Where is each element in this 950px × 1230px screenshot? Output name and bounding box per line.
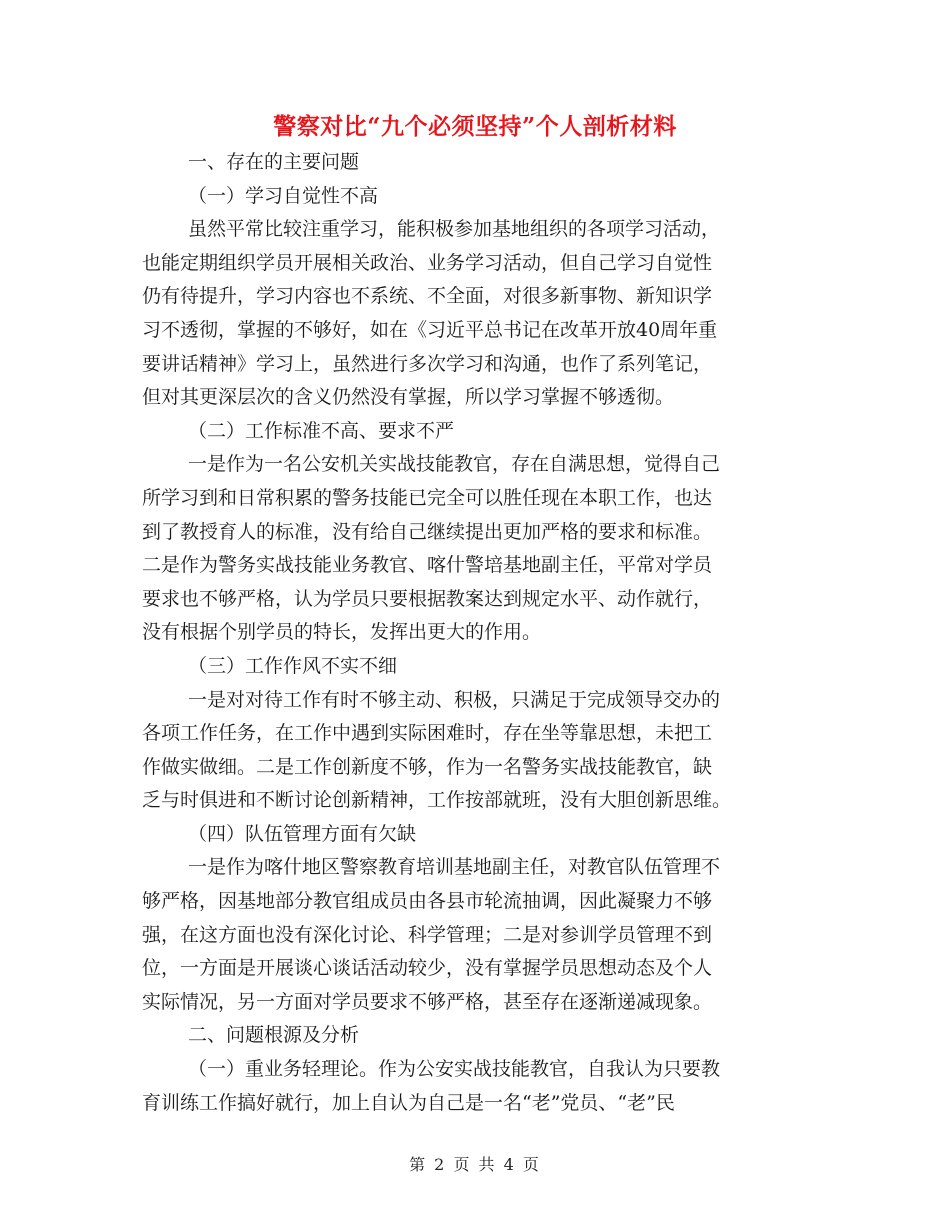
paragraph-line: 二是作为警务实战技能业务教官、喀什警培基地副主任，平常对学员 (142, 554, 713, 577)
paragraph-line: 作做实做细。二是工作创新度不够，作为一名警务实战技能教官，缺 (142, 755, 713, 778)
paragraph-line: 但对其更深层次的含义仍然没有掌握，所以学习掌握不够透彻。 (142, 386, 675, 409)
paragraph-line: 一是作为喀什地区警察教育培训基地副主任，对教官队伍管理不 (188, 856, 721, 879)
paragraph-line: 要讲话精神》学习上，虽然进行多次学习和沟通，也作了系列笔记， (142, 352, 713, 375)
paragraph-line: 到了教授育人的标准，没有给自己继续提出更加严格的要求和标准。 (142, 520, 713, 543)
paragraph-line: 要求也不够严格，认为学员只要根据教案达到规定水平、动作就行， (142, 587, 713, 610)
paragraph-line: 位，一方面是开展谈心谈话活动较少，没有掌握学员思想动态及个人 (142, 957, 713, 980)
subsection-heading: （二）工作标准不高、要求不严 (188, 419, 455, 442)
paragraph-line: 所学习到和日常积累的警务技能已完全可以胜任现在本职工作，也达 (142, 486, 713, 509)
subsection-heading: （三）工作作风不实不细 (188, 654, 398, 677)
document-title: 警察对比“九个必须坚持”个人剖析材料 (273, 113, 677, 140)
section-heading: 一、存在的主要问题 (188, 151, 360, 173)
paragraph-line: 习不透彻，掌握的不够好，如在《习近平总书记在改革开放40周年重 (142, 318, 718, 341)
subsection-heading: （四）队伍管理方面有欠缺 (188, 822, 417, 845)
paragraph-line: 乏与时俱进和不断讨论创新精神，工作按部就班，没有大胆创新思维。 (142, 789, 732, 812)
subsection-heading: （一）学习自觉性不高 (188, 184, 379, 207)
paragraph-line: 育训练工作搞好就行，加上自认为自己是一名“老”党员、“老”民 (142, 1091, 675, 1114)
paragraph-line: 没有根据个别学员的特长，发挥出更大的作用。 (142, 621, 542, 644)
paragraph-line: 虽然平常比较注重学习，能积极参加基地组织的各项学习活动， (188, 218, 721, 241)
paragraph-line: 实际情况，另一方面对学员要求不够严格，甚至存在逐渐递减现象。 (142, 990, 713, 1013)
paragraph-line: 一是作为一名公安机关实战技能教官，存在自满思想，觉得自己 (188, 453, 721, 476)
section-heading: 二、问题根源及分析 (188, 1024, 360, 1047)
page-number-footer: 第 2 页 共 4 页 (409, 1155, 541, 1174)
paragraph-line: 一是对对待工作有时不够主动、积极，只满足于完成领导交办的 (188, 688, 721, 711)
paragraph-line: 仍有待提升，学习内容也不系统、不全面，对很多新事物、新知识学 (142, 285, 713, 308)
paragraph-line: 强，在这方面也没有深化讨论、科学管理；二是对参训学员管理不到 (142, 923, 713, 946)
paragraph-line: （一）重业务轻理论。作为公安实战技能教官，自我认为只要教 (188, 1058, 721, 1081)
document-body (142, 146, 802, 1120)
paragraph-line: 也能定期组织学员开展相关政治、业务学习活动，但自己学习自觉性 (142, 251, 713, 274)
paragraph-line: 够严格，因基地部分教官组成员由各县市轮流抽调，因此凝聚力不够 (142, 890, 713, 913)
paragraph-line: 各项工作任务，在工作中遇到实际困难时，存在坐等靠思想，未把工 (142, 722, 713, 745)
